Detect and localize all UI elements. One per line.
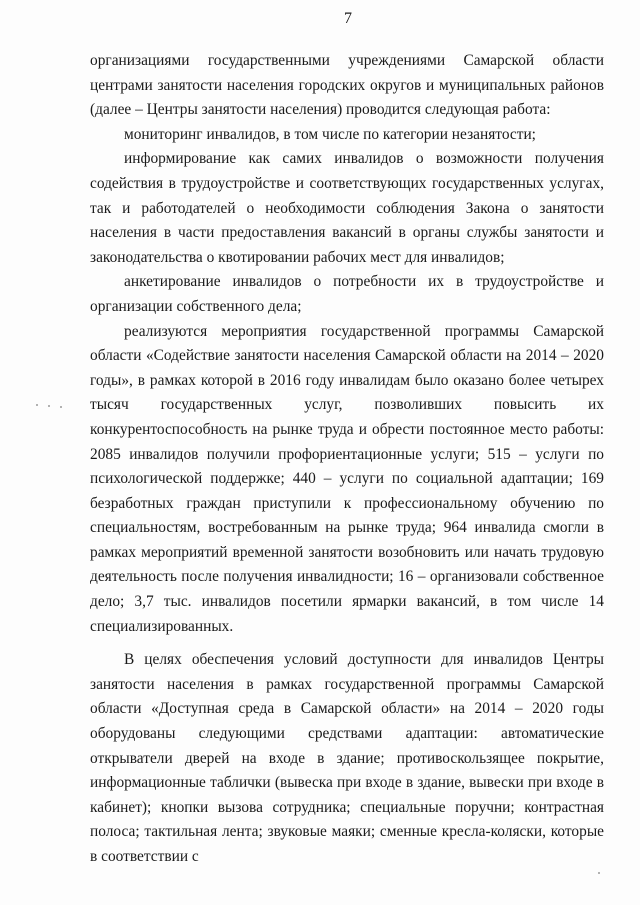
paragraph-intro: организациями государственными учреждениями Самарской области центрами занятости населения городских округов и муниципальных районов (далее – Центры занятости населения) проводится следующая работа: xyxy=(90,52,604,119)
paragraph-monitoring: мониторинг инвалидов, в том числе по категории незанятости; xyxy=(124,125,536,143)
scan-speck xyxy=(48,405,50,407)
page-number: 7 xyxy=(344,10,352,27)
paragraph-accessibility: В целях обеспечения условий доступности для инвалидов Центры занятости населения в рамках государственной программы Самарской области «Доступная среда в Самарской области» на 2014 – 2020 годы оборудованы следующими средствами адаптации: автоматические открыватели дверей на входе в здание; противоскользящее покрытие, информационные таблички (вывеска при входе в здание, вывески при входе в кабинет); кнопки вызова сотрудника; специальные поручни; контрастная полоса; тактильная лента; звуковые маяки; сменные кресла-коляски, которые в соответствии с xyxy=(90,651,604,865)
paragraph-informing: информирование как самих инвалидов о возможности получения содействия в трудоустройстве и соответствующих государственных услугах, так и работодателей о необходимости соблюдения Закона о занятости населения в части предоставления вакансий в органы службы занятости и законодательства о квотировании рабочих мест для инвалидов; xyxy=(90,150,604,266)
paragraph-survey: анкетирование инвалидов о потребности их в трудоустройстве и организации собственного дела; xyxy=(90,273,604,315)
document-body xyxy=(90,49,604,870)
scan-speck xyxy=(60,406,62,408)
paragraph-program-measures: реализуются мероприятия государственной программы Самарской области «Содействие занятости населения Самарской области на 2014 – 2020 годы», в рамках которой в 2016 году инвалидам было оказано более четырех тысяч государственных услуг, позволивших повысить их конкурентоспособность на рынке труда и обрести постоянное место работы: 2085 инвалидов получили профориентационные услуги; 515 – услуги по психологической поддержке; 440 – услуги по социальной адаптации; 169 безработных граждан приступили к профессиональному обучению по специальностям, востребованным на рынке труда; 964 инвалида смогли в рамках мероприятий временной занятости возобновить или начать трудовую деятельность после получения инвалидности; 16 – организовали собственное дело; 3,7 тыс. инвалидов посетили ярмарки вакансий, в том числе 14 специализированных. xyxy=(90,322,604,635)
scan-speck xyxy=(36,404,38,406)
scan-speck xyxy=(598,872,600,874)
